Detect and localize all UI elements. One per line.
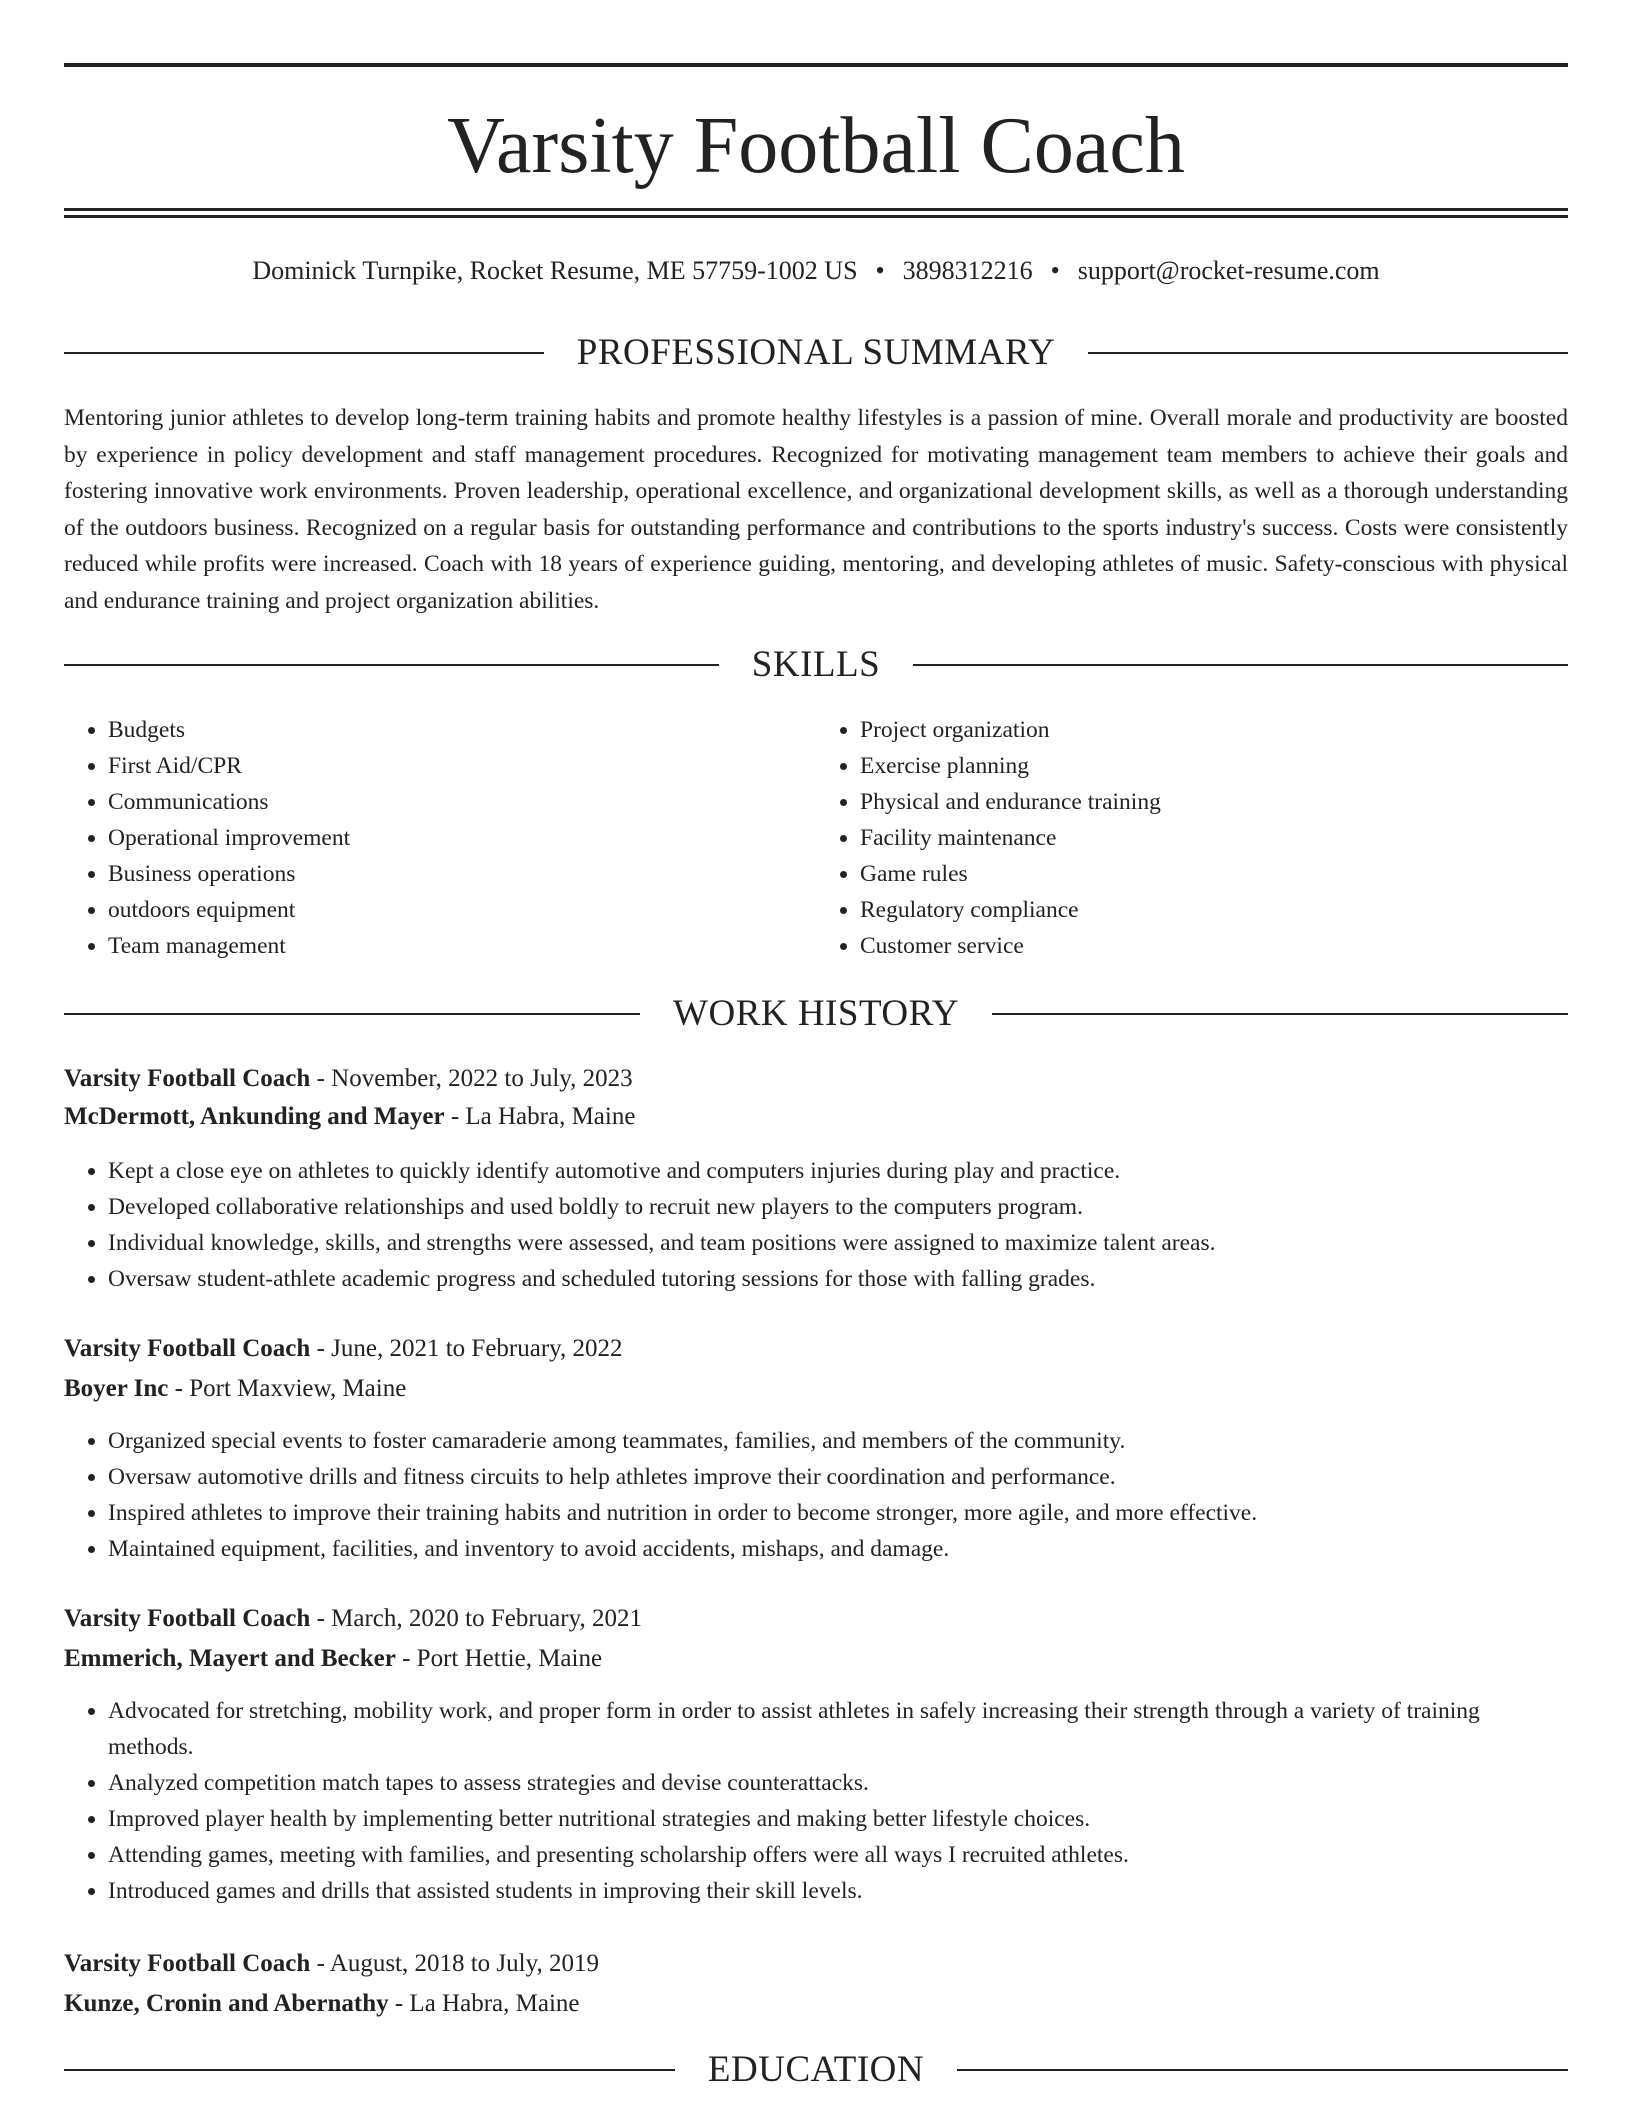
skills-list [64, 712, 1568, 964]
contact-line [0, 253, 1632, 289]
job-bullets [64, 1693, 1568, 1909]
job-bullets [64, 1423, 1568, 1567]
job-title-line [64, 1601, 642, 1637]
section-label: SKILLS [751, 644, 881, 685]
header-bottom-rule [64, 208, 1568, 211]
skill-item: • Project organization [860, 712, 1568, 748]
job-bullet: • Oversaw student-athlete academic progress and scheduled tutoring sessions for those with falling grades. [108, 1261, 1568, 1297]
job-bullet: • Inspired athletes to improve their training habits and nutrition in order to become stronger, more agile, and more effective. [108, 1495, 1568, 1531]
skills-column-left [64, 712, 816, 964]
job-dates: - November, 2022 to July, 2023 [310, 1065, 633, 1092]
job-company: Emmerich, Mayert and Becker [64, 1645, 396, 1672]
heading-rule [913, 664, 1568, 666]
job-bullet: • Organized special events to foster camaraderie among teammates, families, and members of the community. [108, 1423, 1568, 1459]
job-location: - La Habra, Maine [444, 1103, 636, 1130]
contact-separator: • [1050, 256, 1060, 285]
heading-rule [64, 664, 719, 666]
contact-email: support@rocket-resume.com [1077, 256, 1380, 285]
section-label: PROFESSIONAL SUMMARY [576, 332, 1056, 373]
skill-item: • Game rules [860, 856, 1568, 892]
job-company-line [64, 1371, 406, 1407]
skill-item: • Physical and endurance training [860, 784, 1568, 820]
job-bullet: • Introduced games and drills that assisted students in improving their skill levels. [108, 1873, 1568, 1909]
heading-rule [64, 2069, 675, 2071]
job-location: - La Habra, Maine [388, 1990, 580, 2017]
job-title-line [64, 1061, 633, 1097]
job-title-line [64, 1946, 599, 1982]
job-title: Varsity Football Coach [64, 1065, 311, 1092]
job-bullet: • Maintained equipment, facilities, and inventory to avoid accidents, mishaps, and damage. [108, 1531, 1568, 1567]
professional-summary: Mentoring junior athletes to develop long-term training habits and promote healthy lifestyles is a passion of mine. Overall morale and productivity are boosted by experience in policy development and staff management procedures. Recognized for motivating management team members to achieve their goals and fostering innovative work environments. Proven leadership, operational excellence, and organizational development skills, as well as a thorough understanding of the outdoors business. Recognized on a regular basis for outstanding performance and contributions to the sports industry's success. Costs were consistently reduced while profits were increased. Coach with 18 years of experience guiding, mentoring, and developing athletes of music. Safety-conscious with physical and endurance training and project organization abilities. [64, 405, 1568, 614]
job-bullet: • Individual knowledge, skills, and strengths were assessed, and team positions were assigned to maximize talent areas. [108, 1225, 1568, 1261]
section-label: EDUCATION [707, 2049, 925, 2090]
skill-item: • Exercise planning [860, 748, 1568, 784]
job-company: Kunze, Cronin and Abernathy [64, 1990, 389, 2017]
heading-rule [64, 352, 544, 354]
job-dates: - August, 2018 to July, 2019 [310, 1950, 599, 1977]
header-bottom-rule-2 [64, 215, 1568, 218]
job-bullet: • Kept a close eye on athletes to quickly identify automotive and computers injuries during play and practice. [108, 1153, 1568, 1189]
job-company: McDermott, Ankunding and Mayer [64, 1103, 445, 1130]
job-dates: - June, 2021 to February, 2022 [310, 1335, 623, 1362]
job-location: - Port Maxview, Maine [168, 1375, 407, 1402]
job-title-line [64, 1331, 623, 1367]
job-bullet: • Improved player health by implementing better nutritional strategies and making better lifestyle choices. [108, 1801, 1568, 1837]
skills-column-right [816, 712, 1568, 964]
contact-separator: • [875, 256, 885, 285]
job-bullet: • Analyzed competition match tapes to assess strategies and devise counterattacks. [108, 1765, 1568, 1801]
skill-item: • Operational improvement [108, 820, 816, 856]
skill-item: • Communications [108, 784, 816, 820]
job-bullet: • Advocated for stretching, mobility work, and proper form in order to assist athletes in safely increasing their strength through a variety of training methods. [108, 1693, 1568, 1765]
section-label: WORK HISTORY [673, 993, 959, 1034]
job-company-line [64, 1641, 602, 1677]
section-heading-work [64, 989, 1568, 1039]
job-title: Varsity Football Coach [64, 1950, 311, 1977]
job-title: Varsity Football Coach [64, 1605, 311, 1632]
section-heading-summary [64, 328, 1568, 378]
contact-phone: 3898312216 [902, 256, 1033, 285]
contact-address: Dominick Turnpike, Rocket Resume, ME 57759-1002 US [252, 256, 858, 285]
skill-item: • Team management [108, 928, 816, 964]
job-company: Boyer Inc [64, 1375, 169, 1402]
heading-rule [992, 1013, 1568, 1015]
skill-item: • First Aid/CPR [108, 748, 816, 784]
resume-title: Varsity Football Coach [447, 102, 1185, 190]
job-dates: - March, 2020 to February, 2021 [310, 1605, 642, 1632]
skill-item: • outdoors equipment [108, 892, 816, 928]
heading-rule [64, 1013, 640, 1015]
skill-item: • Customer service [860, 928, 1568, 964]
job-company-line [64, 1099, 635, 1135]
heading-rule [1088, 352, 1568, 354]
job-bullet: • Attending games, meeting with families, and presenting scholarship offers were all ways I recruited athletes. [108, 1837, 1568, 1873]
section-heading-skills [64, 640, 1568, 690]
job-bullet: • Oversaw automotive drills and fitness circuits to help athletes improve their coordination and performance. [108, 1459, 1568, 1495]
job-bullet: • Developed collaborative relationships and used boldly to recruit new players to the computers program. [108, 1189, 1568, 1225]
skill-item: • Budgets [108, 712, 816, 748]
skill-item: • Facility maintenance [860, 820, 1568, 856]
job-bullets [64, 1153, 1568, 1297]
heading-rule [957, 2069, 1568, 2071]
header-top-rule [64, 63, 1568, 67]
job-title: Varsity Football Coach [64, 1335, 311, 1362]
job-company-line [64, 1986, 580, 2022]
skill-item: • Regulatory compliance [860, 892, 1568, 928]
job-location: - Port Hettie, Maine [395, 1645, 603, 1672]
skill-item: • Business operations [108, 856, 816, 892]
section-heading-education [64, 2045, 1568, 2095]
